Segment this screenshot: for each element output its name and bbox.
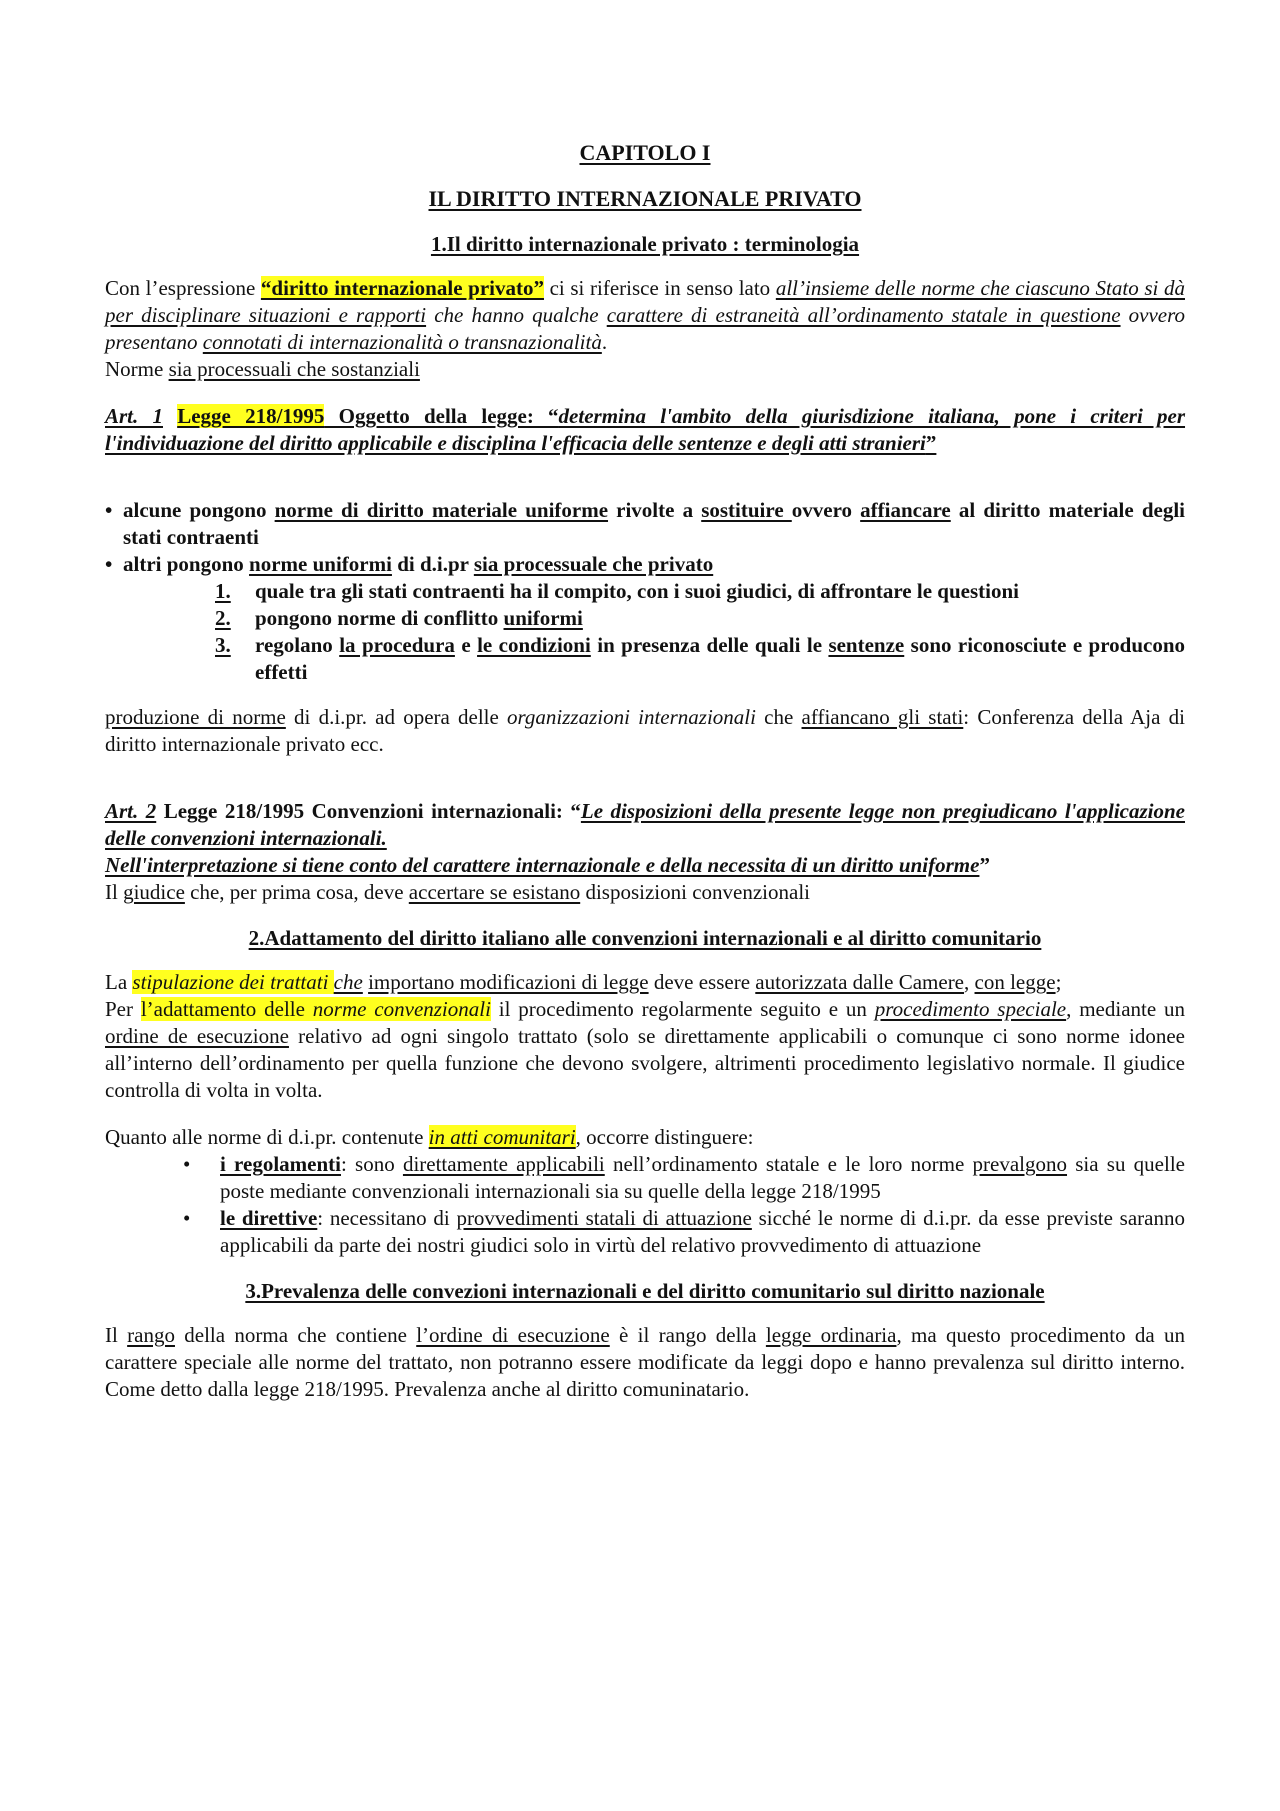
section-2-paragraph-2: Per l’adattamento delle norme convenzionali il procedimento regolarmente seguito e un procedimento speciale, mediante un ordine de esecuzione relativo ad ogni singolo trattato (solo se direttamente applicabili o comunque ci sono norme idonee all’interno dell’ordinamento per quella funzione che devono svolgere, altrimenti procedimento legislativo normale. Il giudice controlla di volta in volta. <box>105 997 1186 1102</box>
article-2: Art. 2 Legge 218/1995 Convenzioni internazionali: “Le disposizioni della presente legge non pregiudicano l'applicazione delle convenzioni internazionali. Nell'interpretazione si tiene conto del carattere internazionale e della necessita di un diritto uniforme” <box>105 799 1185 877</box>
term-highlight: “diritto internazionale privato” <box>260 276 544 300</box>
section-3-heading: 3.Prevalenza delle convezioni internazionali e del diritto comunitario sul diritto nazionale <box>245 1279 1045 1303</box>
bullet-icon: • <box>105 552 113 576</box>
numbered-item-2: 2. pongono norme di conflitto uniformi <box>215 606 583 630</box>
numbered-item-3: 3. regolano la procedura e le condizioni in presenza delle quali le sentenze sono riconosciute e producono effetti <box>215 633 1186 684</box>
bullet-icon: • <box>183 1206 191 1230</box>
section-2-paragraph-1: La stipulazione dei trattati che importano modificazioni di legge deve essere autorizzata dalle Camere, con legge; <box>105 970 1062 994</box>
section-1-paragraph-2: Norme sia processuali che sostanziali <box>105 357 420 381</box>
section-1-paragraph-4: Il giudice che, per prima cosa, deve accertare se esistano disposizioni convenzionali <box>105 880 810 904</box>
bullet-icon: • <box>105 498 113 522</box>
bullet-icon: • <box>183 1152 191 1176</box>
chapter-title: CAPITOLO I <box>579 140 711 165</box>
law-highlight: Legge 218/1995 <box>177 404 325 428</box>
section-3-paragraph-1: Il rango della norma che contiene l’ordine di esecuzione è il rango della legge ordinaria, ma questo procedimento da un carattere speciale alle norme del trattato, non potranno essere modificate da leggi dopo e hanno prevalenza sul diritto interno. Come detto dalla legge 218/1995. Prevalenza anche al diritto comuninatario. <box>105 1323 1185 1401</box>
chapter-subtitle: IL DIRITTO INTERNAZIONALE PRIVATO <box>428 186 862 211</box>
section-2-paragraph-3: Quanto alle norme di d.i.pr. contenute in atti comunitari, occorre distinguere: <box>105 1125 754 1149</box>
section-1-heading: 1.Il diritto internazionale privato : terminologia <box>430 232 860 256</box>
bullet-item-1: • alcune pongono norme di diritto materiale uniforme rivolte a sostituire ovvero affiancare al diritto materiale degli stati contraenti <box>105 498 1186 549</box>
section-1-paragraph-1: Con l’espressione “diritto internazionale privato” ci si riferisce in senso lato all’insieme delle norme che ciascuno Stato si dà per disciplinare situazioni e rapporti che hanno qualche carattere di estraneità all’ordinamento statale in questione ovvero presentano connotati di internazionalità o transnazionalità. <box>105 276 1186 354</box>
article-1: Art. 1 Legge 218/1995 Oggetto della legge: “determina l'ambito della giurisdizione italiana, pone i criteri per l'individuazione del diritto applicabile e disciplina l'efficacia delle sentenze e degli atti stranieri” <box>105 404 1186 455</box>
sub-bullet-direttive: • le direttive: necessitano di provvedimenti statali di attuazione sicché le norme di d.i.pr. da esse previste saranno applicabili da parte dei nostri giudici solo in virtù del relativo provvedimento di attuazione <box>183 1206 1185 1257</box>
bullet-item-2: • altri pongono norme uniformi di d.i.pr sia processuale che privato <box>105 552 714 576</box>
document-page <box>105 140 1185 1403</box>
numbered-item-1: 1. quale tra gli stati contraenti ha il compito, con i suoi giudici, di affrontare le questioni <box>215 579 1019 603</box>
section-1-paragraph-3: produzione di norme di d.i.pr. ad opera delle organizzazioni internazionali che affiancano gli stati: Conferenza della Aja di diritto internazionale privato ecc. <box>105 705 1185 756</box>
section-2-heading: 2.Adattamento del diritto italiano alle convenzioni internazionali e al diritto comunitario <box>248 926 1042 950</box>
sub-bullet-regolamenti: • i regolamenti: sono direttamente applicabili nell’ordinamento statale e le loro norme prevalgono sia su quelle poste mediante convenzionali internazionali sia su quelle della legge 218/1995 <box>183 1152 1185 1203</box>
